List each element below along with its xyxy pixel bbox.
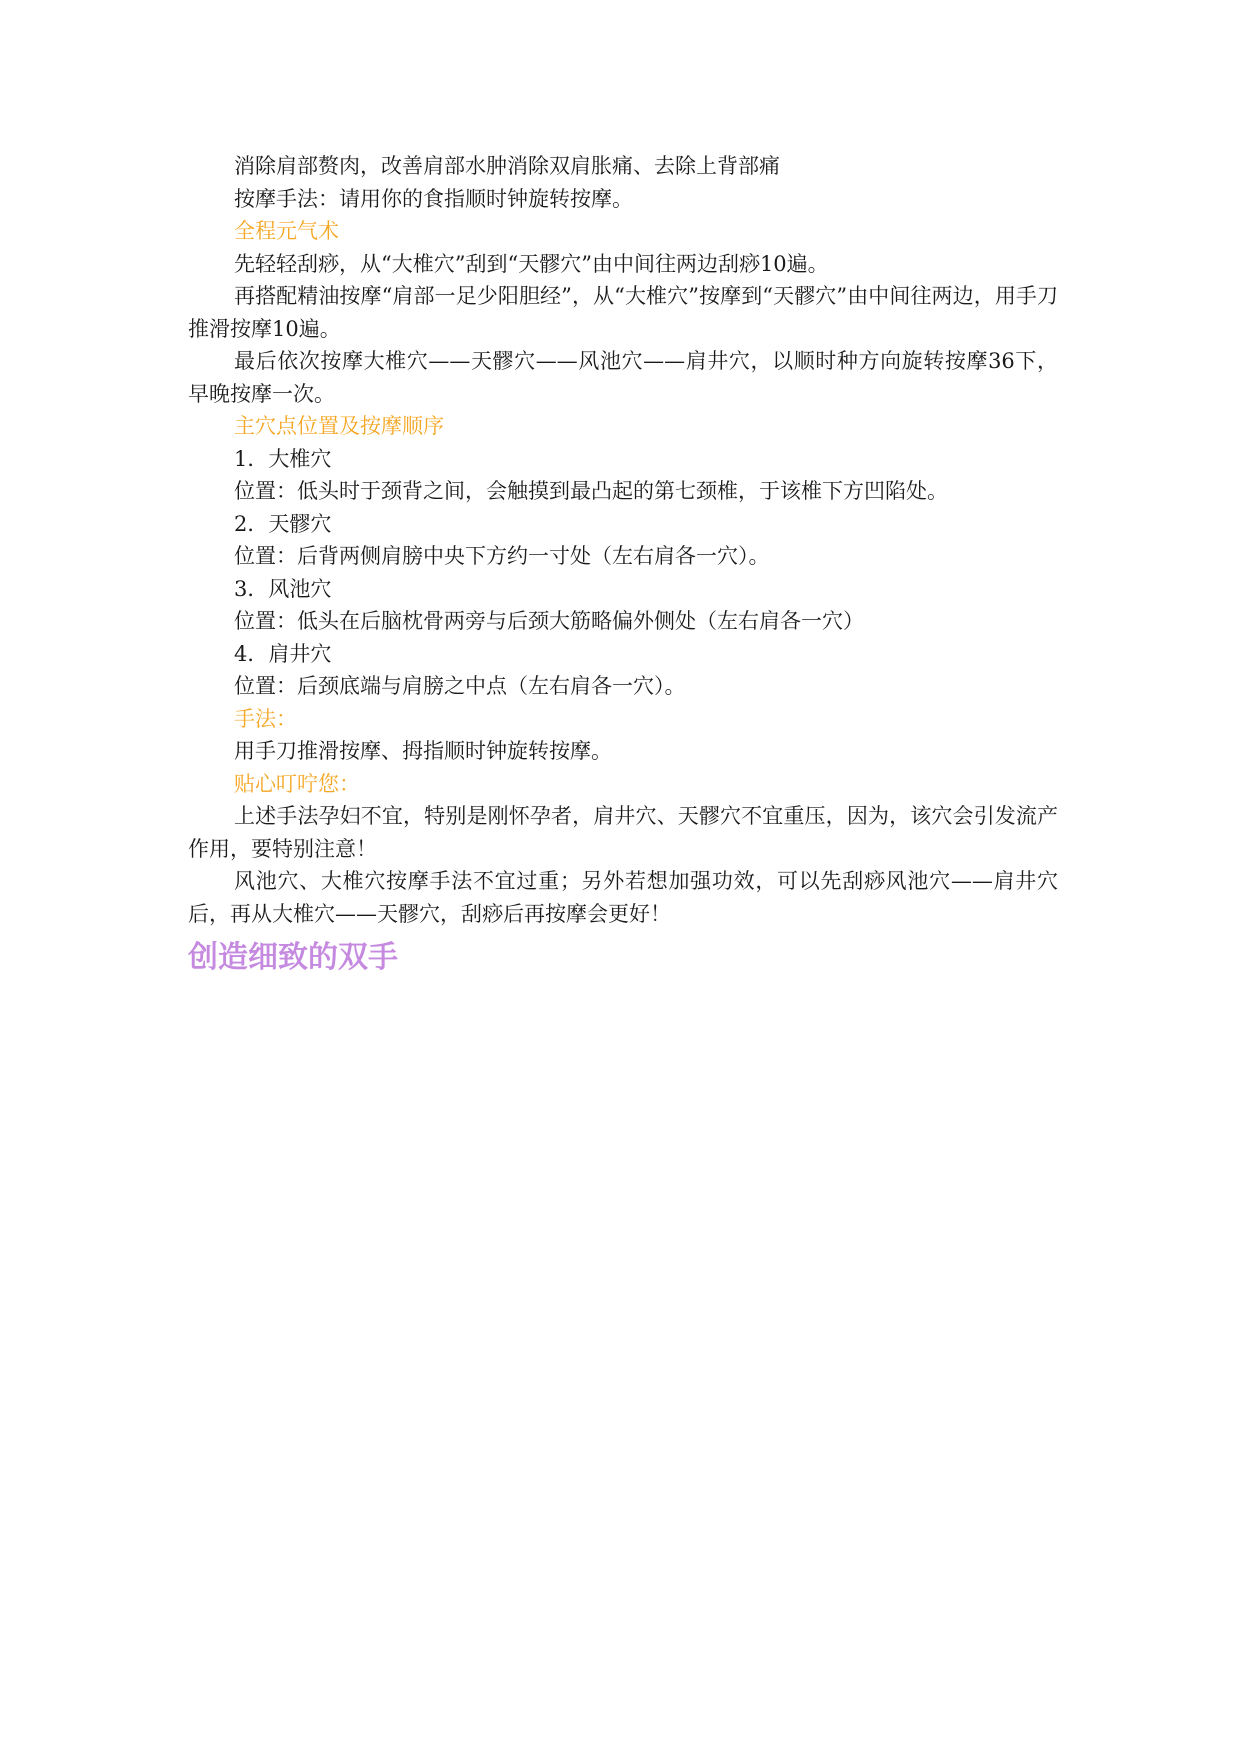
paragraph: 位置：低头在后脑枕骨两旁与后颈大筋略偏外侧处（左右肩各一穴） [234, 609, 864, 633]
paragraph: 位置：后背两侧肩膀中央下方约一寸处（左右肩各一穴）。 [234, 544, 770, 568]
list-item: 1．大椎穴 [234, 446, 332, 471]
list-item: 4．肩井穴 [234, 641, 332, 666]
paragraph: 先轻轻刮痧，从“大椎穴”刮到“天髎穴”由中间往两边刮痧10遍。 [234, 251, 829, 276]
list-item: 2．天髎穴 [234, 511, 332, 536]
paragraph: 上述手法孕妇不宜，特别是刚怀孕者，肩井穴、天髎穴不宜重压，因为，该穴会引发流产作用，要特别注意！ [188, 804, 1058, 861]
paragraph: 按摩手法：请用你的食指顺时钟旋转按摩。 [234, 186, 633, 211]
paragraph: 最后依次按摩大椎穴——天髎穴——风池穴——肩井穴，以顺时种方向旋转按摩36下，早晚按摩一次。 [188, 349, 1058, 406]
list-item: 3．风池穴 [234, 576, 332, 601]
paragraph: 风池穴、大椎穴按摩手法不宜过重；另外若想加强功效，可以先刮痧风池穴——肩井穴后，再从大椎穴——天髎穴，刮痧后再按摩会更好！ [188, 869, 1058, 926]
subheading: 手法： [234, 706, 297, 731]
paragraph: 消除肩部赘肉，改善肩部水肿消除双肩胀痛、去除上背部痛 [234, 154, 780, 178]
subheading: 主穴点位置及按摩顺序 [234, 414, 444, 438]
document-page [188, 150, 1058, 980]
subheading: 全程元气术 [234, 219, 339, 243]
paragraph: 用手刀推滑按摩、拇指顺时钟旋转按摩。 [234, 739, 612, 763]
paragraph: 再搭配精油按摩“肩部一足少阳胆经”，从“大椎穴”按摩到“天髎穴”由中间往两边，用手刀推滑按摩10遍。 [188, 284, 1058, 341]
paragraph: 位置：低头时于颈背之间，会触摸到最凸起的第七颈椎，于该椎下方凹陷处。 [234, 479, 948, 503]
paragraph: 位置：后颈底端与肩膀之中点（左右肩各一穴）。 [234, 674, 686, 698]
subheading: 贴心叮咛您： [234, 771, 360, 796]
section-heading: 创造细致的双手 [188, 940, 398, 975]
